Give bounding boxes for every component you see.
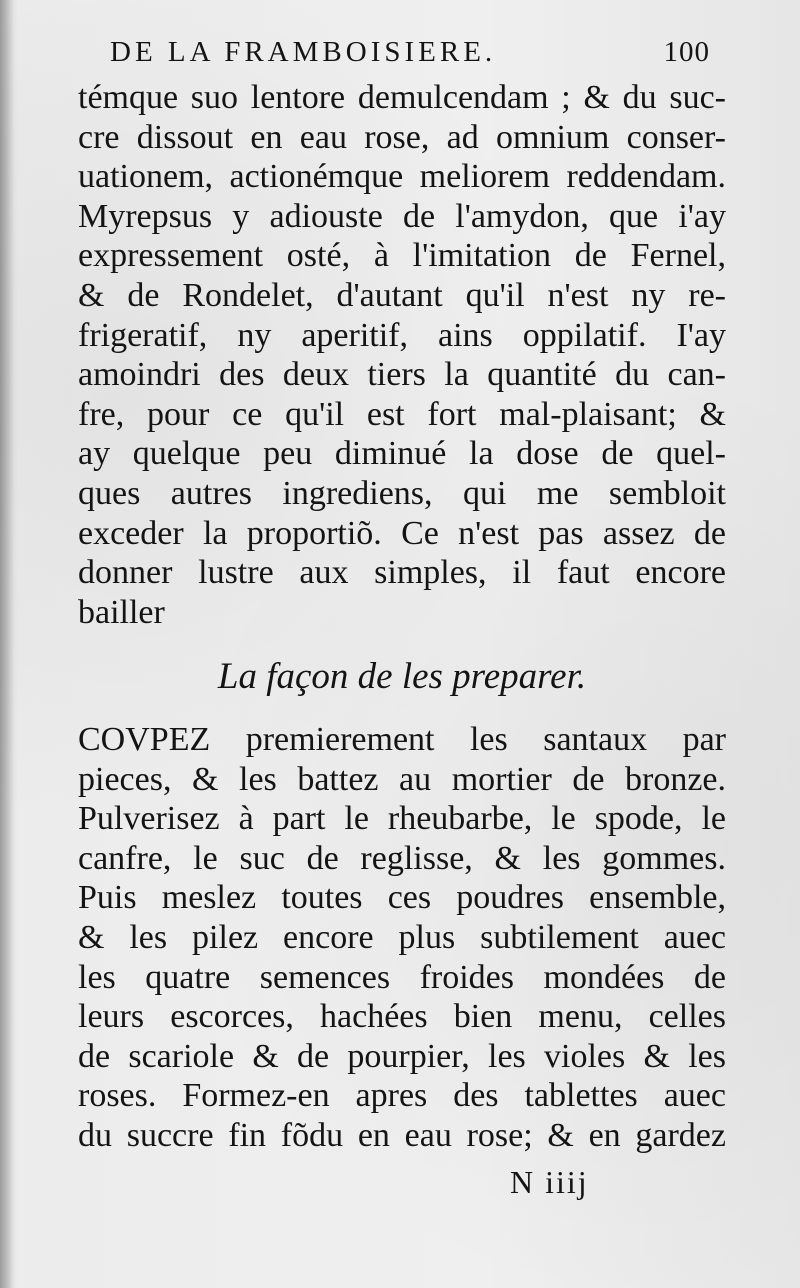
text-line: & les pilez encore plus subtilement auec: [78, 918, 726, 956]
signature-mark: N iiij: [510, 1164, 589, 1200]
text-line: pieces, & les battez au mortier de bronze.: [78, 760, 726, 798]
text-line: & de Rondelet, d'autant qu'il n'est ny re-: [78, 276, 726, 314]
paragraph-2: [78, 720, 726, 1156]
page-gutter-shadow: [0, 0, 14, 1288]
text-line: leurs escorces, hachées bien menu, celles: [78, 998, 726, 1036]
text-line: Puis meslez toutes ces poudres ensemble,: [78, 879, 726, 917]
section-title: La façon de les preparer.: [217, 656, 587, 697]
text-line: cre dissout en eau rose, ad omnium conser-: [78, 118, 726, 156]
text-line: canfre, le suc de reglisse, & les gommes.: [78, 839, 726, 877]
text-line: roses. Formez-en apres des tablettes auec: [78, 1077, 726, 1115]
text-line: du succre fin fõdu en eau rose; & en gardez: [78, 1116, 726, 1154]
text-line: ques autres ingrediens, qui me sembloit: [78, 474, 726, 512]
text-line: COVPEZ premierement les santaux par: [78, 721, 726, 758]
text-line: bailler: [78, 593, 165, 631]
text-line: exceder la proportiõ. Ce n'est pas assez de: [78, 514, 726, 552]
running-head-title: DE LA FRAMBOISIERE.: [110, 36, 497, 68]
text-line: expressement osté, à l'imitation de Fernel,: [78, 237, 726, 275]
text-line: amoindri des deux tiers la quantité du can-: [78, 356, 726, 394]
text-line: donner lustre aux simples, il faut encore: [78, 554, 726, 592]
paragraph-1: [78, 78, 726, 632]
text-line: uationem, actionémque meliorem reddendam.: [78, 158, 726, 196]
text-line: fre, pour ce qu'il est fort mal-plaisant; &: [78, 395, 726, 433]
text-line: Pulverisez à part le rheubarbe, le spode, le: [78, 800, 726, 838]
text-line: de scariole & de pourpier, les violes & les: [78, 1037, 726, 1075]
page-number: 100: [663, 36, 710, 68]
text-line: témque suo lentore demulcendam ; & du suc-: [78, 79, 726, 116]
running-head: [110, 36, 710, 69]
text-line: Myrepsus y adiouste de l'amydon, que i'ay: [78, 197, 726, 235]
text-line: ay quelque peu diminué la dose de quel-: [78, 435, 726, 473]
text-line: les quatre semences froides mondées de: [78, 958, 726, 996]
text-line: frigeratif, ny aperitif, ains oppilatif. I'ay: [78, 316, 726, 354]
